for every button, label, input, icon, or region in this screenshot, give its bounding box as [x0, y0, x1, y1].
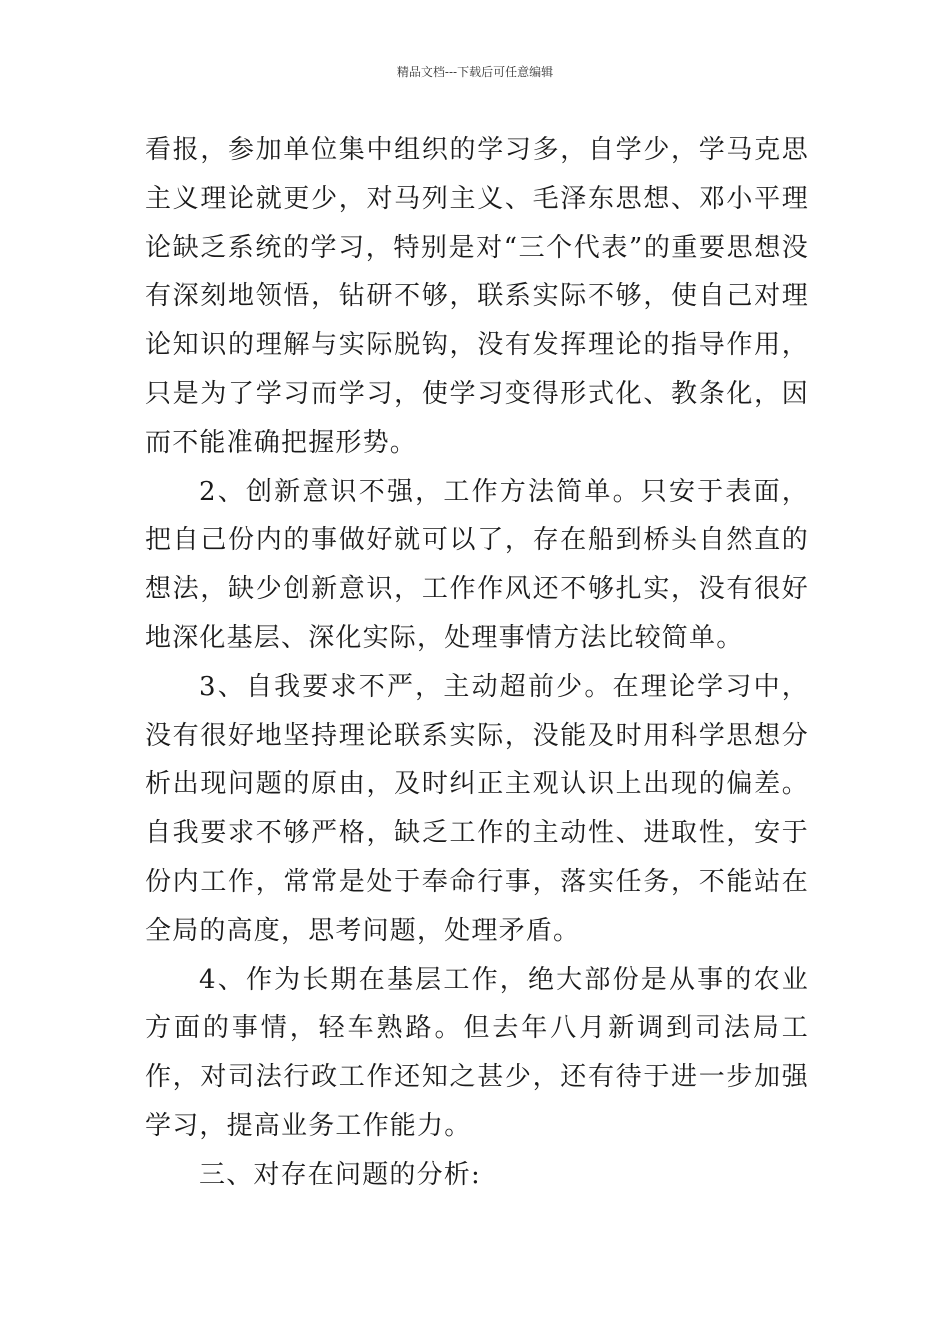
- page-header: 精品文档---下载后可任意编辑: [396, 65, 554, 79]
- document-body: [145, 126, 809, 1200]
- paragraph-continued: 看报，参加单位集中组织的学习多，自学少，学马克思主义理论就更少，对马列主义、毛泽东思想、邓小平理论缺乏系统的学习，特别是对“三个代表”的重要思想没有深刻地领悟，钻研不够，联系实际不够，使自己对理论知识的理解与实际脱钩，没有发挥理论的指导作用，只是为了学习而学习，使学习变得形式化、教条化，因而不能准确把握形势。: [145, 135, 809, 458]
- section-heading-analysis: 三、对存在问题的分析:: [199, 1159, 481, 1190]
- paragraph-item-3: 3、自我要求不严，主动超前少。在理论学习中，没有很好地坚持理论联系实际，没能及时用科学思想分析出现问题的原由，及时纠正主观认识上出现的偏差。自我要求不够严格，缺乏工作的主动性、进取性，安于份内工作，常常是处于奉命行事，落实任务，不能站在全局的高度，思考问题，处理矛盾。: [145, 671, 809, 946]
- paragraph-item-4: 4、作为长期在基层工作，绝大部份是从事的农业方面的事情，轻车熟路。但去年八月新调到司法局工作，对司法行政工作还知之甚少，还有待于进一步加强学习，提高业务工作能力。: [145, 964, 809, 1141]
- paragraph-item-2: 2、创新意识不强，工作方法简单。只安于表面，把自己份内的事做好就可以了，存在船到桥头自然直的想法，缺少创新意识，工作作风还不够扎实，没有很好地深化基层、深化实际，处理事情方法比较简单。: [145, 476, 809, 653]
